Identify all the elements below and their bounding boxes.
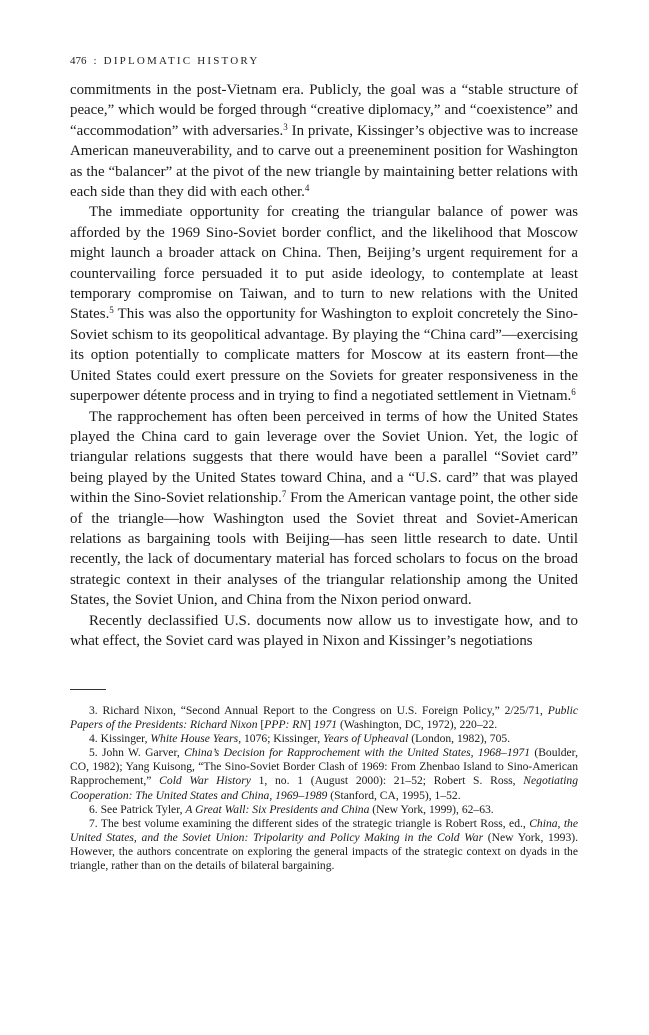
journal-title: DIPLOMATIC HISTORY	[103, 55, 260, 67]
body-paragraph	[70, 611, 578, 652]
text-run: (Washington, DC, 1972), 220–22.	[337, 718, 498, 732]
italic-title: Years of Upheaval	[323, 732, 409, 746]
footnote-ref: 5	[109, 305, 114, 316]
text-run: 4. Kissinger,	[89, 732, 151, 746]
body-paragraph	[70, 407, 578, 611]
text-run: The immediate opportunity for creating the triangular balance of power was afforded by the 1969 Sino-Soviet border conflict, and the likelihood that Moscow might launch a broader attack on China. Then, Beijing’s urgent requirement for a countervailing force persuaded it to put aside ideology, to contemplate at least temporary compromise on Taiwan, and to turn to new relations with the United States.	[70, 204, 578, 323]
text-run: Recently declassified U.S. documents now allow us to investigate how, and to what effect, the Soviet card was played in Nixon and Kissinger’s negotiations	[70, 612, 578, 649]
running-head	[70, 55, 260, 67]
footnote-ref: 6	[571, 387, 576, 398]
italic-title: Negotiating Cooperation: The United States and China, 1969–1989	[70, 774, 579, 802]
text-run: From the American vantage point, the other side of the triangle—how Washington used the Soviet threat and Soviet-American relations as bargaining tools with Beijing—has seen little research to date. Until recently, the lack of documentary material has forced scholars to focus on the broad strategic context in their analyses of the triangular relationship among the United States, the Soviet Union, and China from the Nixon period onward.	[70, 490, 579, 609]
text-run: 3. Richard Nixon, “Second Annual Report to the Congress on U.S. Foreign Policy,” 2/25/71,	[89, 704, 548, 717]
italic-title: 1971	[313, 718, 338, 732]
text-run: , 1076; Kissinger,	[238, 732, 324, 746]
text-run: In private, Kissinger’s objective was to increase American maneuverability, and to carve out a preeneminent position for Washington as the “balancer” at the pivot of the new triangle by maintaining better relations with each side than they did with each other.	[70, 122, 578, 201]
footnote-rule	[70, 689, 106, 690]
text-run: (New York, 1993). However, the authors concentrate on exploring the general impacts of the strategic context on dyads in the triangle, rather than on the details of bilateral bargaining.	[70, 830, 579, 873]
footnote	[70, 803, 578, 817]
italic-title: PPP: RN	[264, 718, 308, 732]
body-text	[70, 80, 578, 651]
page-number: 476	[70, 55, 87, 67]
italic-title: White House Years	[150, 732, 239, 746]
italic-title: Public Papers of the Presidents: Richard Nixon	[70, 704, 578, 732]
text-run: (Boulder, CO, 1982); Yang Kuisong, “The Sino-Soviet Border Clash of 1969: From Zhenbao Island to Sino-American Rapprochement,”	[70, 746, 578, 788]
running-head-separator: :	[93, 55, 99, 67]
italic-title: China’s Decision for Rapprochement with the United States, 1968–1971	[184, 746, 531, 760]
footnote-ref: 7	[281, 489, 287, 500]
text-run: ]	[307, 718, 314, 732]
text-run: (London, 1982), 705.	[408, 732, 511, 746]
body-paragraph	[70, 202, 578, 406]
footnote-ref: 4	[304, 183, 310, 194]
italic-title: Cold War History	[159, 774, 251, 788]
text-run: [	[257, 718, 265, 732]
italic-title: A Great Wall: Six Presidents and China	[185, 802, 370, 816]
text-run: (New York, 1999), 62–63.	[369, 802, 494, 816]
text-run: (Stanford, CA, 1995), 1–52.	[327, 788, 461, 802]
text-run: This was also the opportunity for Washington to exploit concretely the Sino-Soviet schism to its geopolitical advantage. By playing the “China card”—exercising its option potentially to complicate matters for Moscow at its eastern front—the United States could exert pressure on the Soviets for greater responsiveness in the superpower détente process and in trying to find a negotiated settlement in Vietnam.	[70, 306, 578, 405]
footnote	[70, 704, 578, 732]
footnotes	[70, 704, 578, 873]
text-run: 7. The best volume examining the different sides of the strategic triangle is Robert Ross, ed.,	[89, 816, 530, 830]
text-run: 5. John W. Garver,	[89, 746, 185, 760]
text-run: The rapprochement has often been perceived in terms of how the United States played the China card to gain leverage over the Soviet Union. Yet, the logic of triangular relations suggests that there would have been a parallel “Soviet card” being played by the United States toward China, and a “U.S. card” that was played within the Sino-Soviet relationship.	[70, 408, 578, 507]
footnote	[70, 746, 578, 802]
text-run: 6. See Patrick Tyler,	[89, 802, 186, 816]
text-run: commitments in the post-Vietnam era. Publicly, the goal was a “stable structure of peace,” which would be forged through “creative diplomacy,” and “coexistence” and “accommodation” with adversaries.	[70, 82, 578, 139]
body-paragraph	[70, 80, 578, 202]
footnote-ref: 3	[283, 121, 288, 132]
italic-title: China, the United States, and the Soviet Union: Tripolarity and Policy Making in the Cold War	[70, 816, 579, 844]
text-run: 1, no. 1 (August 2000): 21–52; Robert S. Ross,	[250, 774, 524, 788]
footnote	[70, 732, 578, 746]
footnote	[70, 817, 578, 873]
